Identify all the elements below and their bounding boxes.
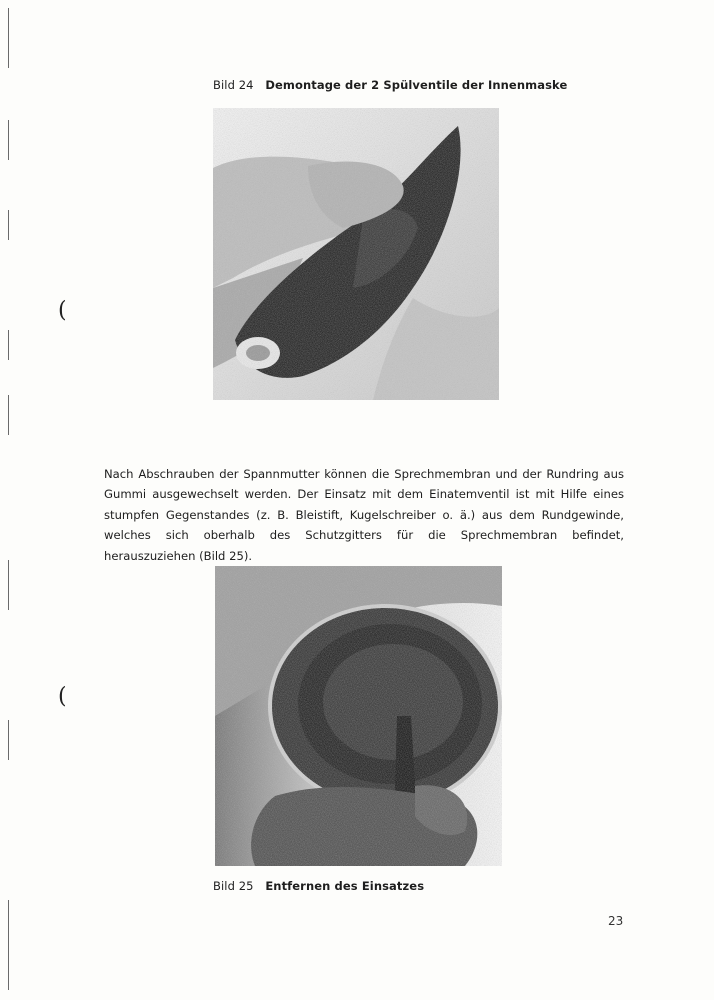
body-paragraph: Nach Abschrauben der Spannmutter können die Sprechmembran und der Rundring aus Gummi ausgewechselt werden. Der Einsatz mit dem Einatemventil ist mit Hilfe eines stumpfen Gegenstandes (z. B. Bleistift, Kugelschreiber o. ä.) aus dem Rundgewinde, welches sich oberhalb des Schutzgitters für die Sprechmembran befindet, herauszuziehen (Bild 25). xyxy=(104,466,624,563)
scan-margin-line xyxy=(8,210,9,240)
scan-margin-line xyxy=(8,120,9,160)
photo-halftone-image xyxy=(213,108,499,400)
figure-caption-bottom xyxy=(213,879,424,893)
photo-halftone-image xyxy=(215,566,502,866)
figure-photo-top xyxy=(213,108,499,400)
figure-number: Bild 24 xyxy=(213,78,254,92)
margin-parenthesis: ( xyxy=(58,684,67,709)
figure-number: Bild 25 xyxy=(213,879,254,893)
scan-margin-line xyxy=(8,720,9,760)
scan-margin-line xyxy=(8,900,9,990)
scan-margin-line xyxy=(8,330,9,360)
scan-margin-line xyxy=(8,8,9,68)
figure-caption-top xyxy=(213,78,567,92)
page-number: 23 xyxy=(608,914,624,928)
figure-photo-bottom xyxy=(215,566,502,866)
scan-margin-line xyxy=(8,395,9,435)
figure-title: Demontage der 2 Spülventile der Innenmaske xyxy=(265,78,568,92)
figure-title: Entfernen des Einsatzes xyxy=(265,879,425,893)
margin-parenthesis: ( xyxy=(58,298,67,323)
scan-margin-line xyxy=(8,560,9,610)
